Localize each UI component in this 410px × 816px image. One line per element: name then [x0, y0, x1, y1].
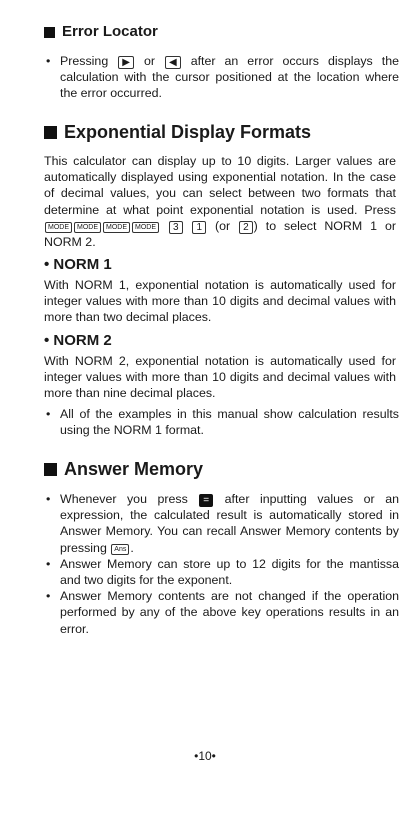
norm1-text: With NORM 1, exponential notation is automatically used for integer values with more than 10 digits and decimal values with more than two decimal places.	[44, 278, 396, 325]
answer-memory-heading	[44, 461, 203, 477]
key-1-icon: 1	[192, 221, 206, 234]
norm2-text: With NORM 2, exponential notation is automatically used for integer values with more than 10 digits and decimal values with more than nine decimal places.	[44, 354, 396, 401]
answer-memory-title: Answer Memory	[64, 459, 204, 479]
ans-key-icon: Ans	[111, 544, 129, 555]
answer-memory-item-1	[44, 491, 399, 556]
answer-memory-b1-pre: Whenever you press	[60, 492, 188, 506]
key-2-icon: 2	[239, 221, 253, 234]
exponential-title: Exponential Display Formats	[64, 122, 312, 142]
right-arrow-key-icon: ▶	[118, 56, 134, 69]
error-locator-text-post: after an error occurs displays the calculation with the cursor positioned at the location where the error occurred.	[60, 54, 399, 101]
mode-key-icon: MODE	[132, 222, 159, 233]
exponential-note-list	[44, 406, 399, 438]
exponential-heading	[44, 124, 311, 140]
mode-key-icon: MODE	[74, 222, 101, 233]
norm2-heading: • NORM 2	[44, 332, 112, 349]
answer-memory-item-2: • Answer Memory can store up to 12 digits for the mantissa and two digits for the exponent.	[44, 556, 399, 588]
answer-memory-b1-end: .	[130, 540, 134, 555]
answer-memory-b1-post: after inputting values or an expression, the calculated result is automatically stored in Answer Memory. You can recall Answer Memory contents by pressing	[60, 492, 399, 555]
answer-memory-list	[44, 491, 399, 637]
exponential-note: • All of the examples in this manual show calculation results using the NORM 1 format.	[44, 406, 399, 438]
error-locator-text-or: or	[143, 54, 155, 68]
error-locator-title: Error Locator	[62, 23, 158, 40]
square-bullet-icon	[44, 463, 57, 476]
norm1-heading: • NORM 1	[44, 256, 112, 273]
mode-key-icon: MODE	[45, 222, 72, 233]
select-text: to select NORM 1 or NORM 2.	[44, 218, 396, 250]
exponential-intro-text: This calculator can display up to 10 digits. Larger values are automatically displayed using exponential notation. In the case of decimal values, you can select between two formats that determine at what point exponential notation is used.	[44, 154, 396, 217]
square-bullet-icon	[44, 126, 57, 139]
error-locator-text-pre: Pressing	[60, 54, 109, 68]
key-3-icon: 3	[169, 221, 183, 234]
error-locator-heading	[44, 24, 158, 40]
equals-key-icon: =	[199, 494, 213, 507]
mode-key-icon: MODE	[103, 222, 130, 233]
error-locator-list	[44, 53, 399, 102]
answer-memory-item-3: • Answer Memory contents are not changed if the operation performed by any of the above key operations results in an error.	[44, 588, 399, 637]
press-label: Press	[364, 202, 396, 217]
left-arrow-key-icon: ◀	[165, 56, 181, 69]
error-locator-item	[44, 53, 399, 102]
or-label: (or	[214, 218, 231, 233]
close-paren: )	[253, 218, 258, 233]
square-bullet-icon	[44, 27, 55, 38]
exponential-intro	[44, 153, 396, 250]
page-number: •10•	[194, 749, 216, 763]
